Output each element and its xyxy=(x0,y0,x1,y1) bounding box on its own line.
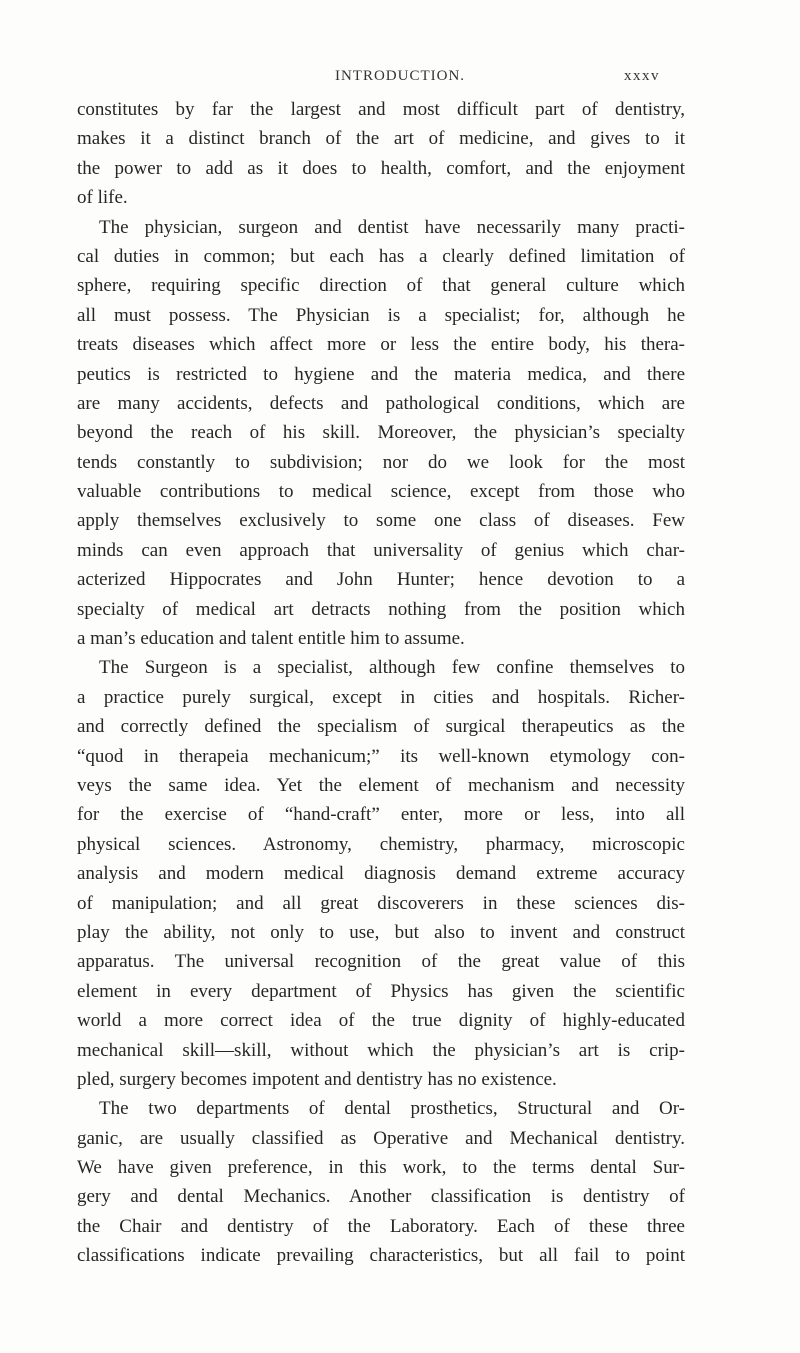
text-line: We have given preference, in this work, to the terms dental Sur- xyxy=(77,1157,685,1179)
text-line: peutics is restricted to hygiene and the materia medica, and there xyxy=(77,363,685,385)
text-line: cal duties in common; but each has a clearly defined limitation of xyxy=(77,245,685,267)
text-line: sphere, requiring specific direction of that general culture which xyxy=(77,275,685,297)
text-line: analysis and modern medical diagnosis demand extreme accuracy xyxy=(77,863,685,885)
text-line: The Surgeon is a specialist, although few confine themselves to xyxy=(99,657,685,679)
text-line: all must possess. The Physician is a specialist; for, although he xyxy=(77,304,685,326)
text-line: veys the same idea. Yet the element of mechanism and necessity xyxy=(77,774,685,796)
text-line: tends constantly to subdivision; nor do we look for the most xyxy=(77,451,685,473)
text-line: world a more correct idea of the true dignity of highly-educated xyxy=(77,1010,685,1032)
text-line: mechanical skill—skill, without which the physician’s art is crip- xyxy=(77,1039,685,1061)
page-number: xxxv xyxy=(624,68,660,84)
text-line: acterized Hippocrates and John Hunter; hence devotion to a xyxy=(77,569,685,591)
text-line: constitutes by far the largest and most difficult part of dentistry, xyxy=(77,99,685,120)
text-line: and correctly defined the specialism of surgical therapeutics as the xyxy=(77,716,685,738)
text-line: The two departments of dental prosthetics, Structural and Or- xyxy=(99,1098,685,1120)
text-line: a practice purely surgical, except in cities and hospitals. Richer- xyxy=(77,686,685,708)
text-line: apply themselves exclusively to some one class of diseases. Few xyxy=(77,510,685,532)
text-line: the Chair and dentistry of the Laboratory. Each of these three xyxy=(77,1215,685,1237)
text-line: makes it a distinct branch of the art of medicine, and gives to it xyxy=(77,128,685,150)
text-line: physical sciences. Astronomy, chemistry, pharmacy, microscopic xyxy=(77,833,685,855)
text-line: of life. xyxy=(77,187,128,209)
text-line: classifications indicate prevailing characteristics, but all fail to point xyxy=(77,1245,685,1267)
text-line: element in every department of Physics has given the scientific xyxy=(77,980,685,1002)
text-line: specialty of medical art detracts nothing from the position which xyxy=(77,598,685,620)
text-line: the power to add as it does to health, comfort, and the enjoyment xyxy=(77,157,685,179)
text-line: apparatus. The universal recognition of the great value of this xyxy=(77,951,685,973)
text-line: of manipulation; and all great discoverers in these sciences dis- xyxy=(77,892,685,914)
text-line: ganic, are usually classified as Operative and Mechanical dentistry. xyxy=(77,1127,685,1149)
text-line: beyond the reach of his skill. Moreover, the physician’s specialty xyxy=(77,422,685,444)
text-line: a man’s education and talent entitle him to assume. xyxy=(77,628,465,650)
text-line: play the ability, not only to use, but also to invent and construct xyxy=(77,921,685,943)
running-title: INTRODUCTION. xyxy=(334,68,466,84)
text-line: pled, surgery becomes impotent and dentistry has no existence. xyxy=(77,1068,557,1090)
running-head xyxy=(0,68,800,92)
text-line: are many accidents, defects and pathological conditions, which are xyxy=(77,392,685,414)
text-line: minds can even approach that universality of genius which char- xyxy=(77,539,685,561)
text-line: gery and dental Mechanics. Another classification is dentistry of xyxy=(77,1186,685,1208)
text-line: The physician, surgeon and dentist have necessarily many practi- xyxy=(99,216,685,238)
text-line: treats diseases which affect more or less the entire body, his thera- xyxy=(77,334,685,356)
text-line: for the exercise of “hand-craft” enter, more or less, into all xyxy=(77,804,685,826)
text-line: valuable contributions to medical science, except from those who xyxy=(77,481,685,503)
body-text xyxy=(77,95,685,1271)
text-line: “quod in therapeia mechanicum;” its well-known etymology con- xyxy=(77,745,685,767)
